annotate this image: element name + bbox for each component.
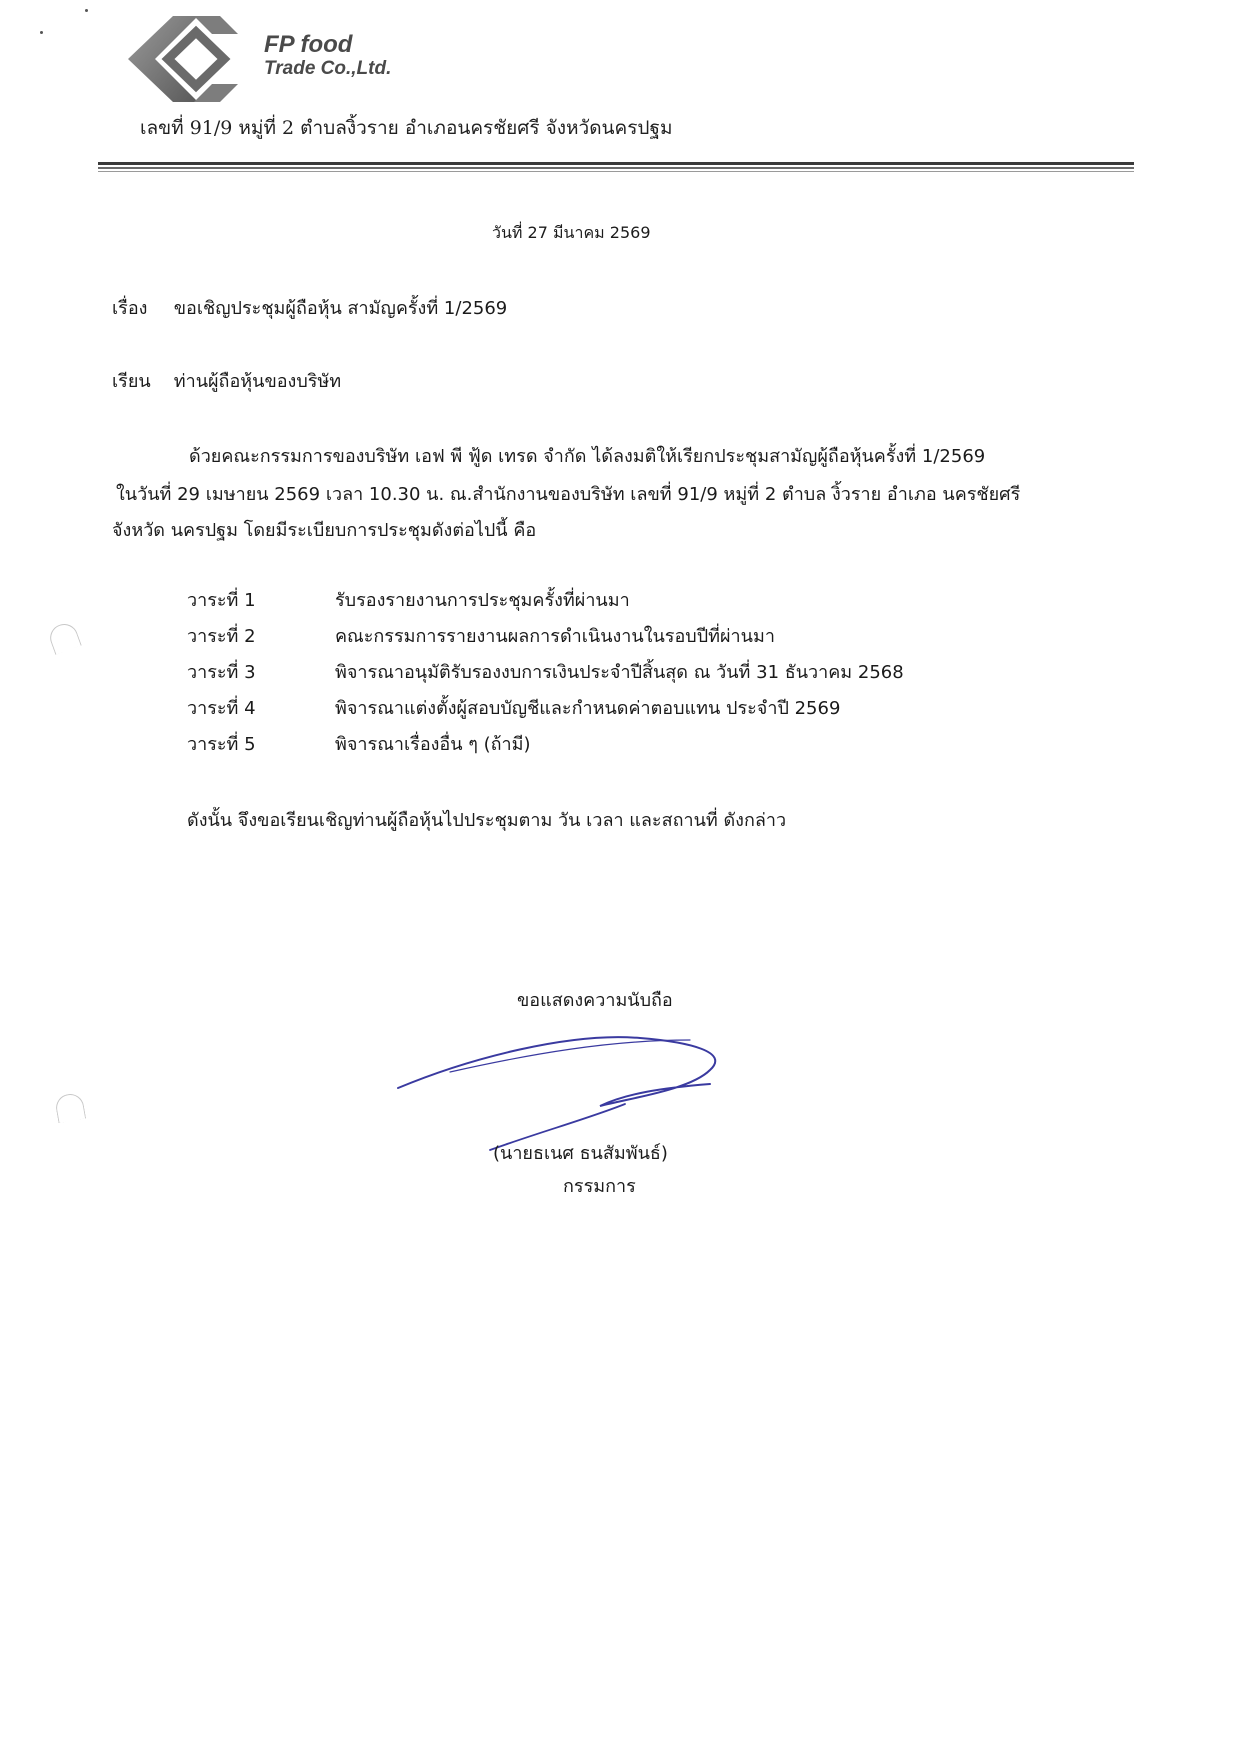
- agenda-number: วาระที่ 3: [187, 662, 256, 683]
- agenda-description: รับรองรายงานการประชุมครั้งที่ผ่านมา: [335, 590, 630, 611]
- signer-name: (นายธเนศ ธนสัมพันธ์): [493, 1143, 668, 1164]
- salutation-text: ท่านผู้ถือหุ้นของบริษัท: [173, 371, 342, 392]
- agenda-description: พิจารณาเรื่องอื่น ๆ (ถ้ามี): [335, 734, 531, 755]
- agenda-number: วาระที่ 1: [187, 590, 256, 611]
- signer-title: กรรมการ: [563, 1176, 636, 1197]
- letter-subject: [112, 293, 507, 322]
- agenda-description: พิจารณาอนุมัติรับรองงบการเงินประจำปีสิ้นสุด ณ วันที่ 31 ธันวาคม 2568: [335, 662, 904, 683]
- logo-text-line2: Trade Co.,Ltd.: [264, 58, 392, 79]
- logo-text-line1: FP food: [264, 31, 353, 58]
- agenda-number: วาระที่ 5: [187, 734, 256, 755]
- letter-salutation: [112, 366, 341, 395]
- logo-mark-core: [183, 46, 209, 72]
- company-address: เลขที่ 91/9 หมู่ที่ 2 ตำบลงิ้วราย อำเภอนครชัยศรี จังหวัดนครปฐม: [140, 117, 673, 139]
- body-paragraph-line: ด้วยคณะกรรมการของบริษัท เอฟ พี ฟู้ด เทรด จำกัด ได้ลงมติให้เรียกประชุมสามัญผู้ถือหุ้นครั้งที่ 1/2569: [189, 446, 986, 467]
- header-rule: [98, 167, 1134, 169]
- letter-date: วันที่ 27 มีนาคม 2569: [492, 223, 651, 242]
- punch-hole-mark: [54, 1092, 86, 1123]
- agenda-description: พิจารณาแต่งตั้งผู้สอบบัญชีและกำหนดค่าตอบแทน ประจำปี 2569: [335, 698, 841, 719]
- scan-speck: [85, 9, 88, 12]
- body-paragraph-line: จังหวัด นครปฐม โดยมีระเบียบการประชุมดังต่อไปนี้ คือ: [112, 520, 537, 541]
- closing-paragraph: ดังนั้น จึงขอเรียนเชิญท่านผู้ถือหุ้นไปประชุมตาม วัน เวลา และสถานที่ ดังกล่าว: [187, 810, 787, 831]
- subject-label: เรื่อง: [112, 298, 148, 319]
- scan-speck: [40, 31, 43, 34]
- punch-hole-mark: [46, 620, 82, 655]
- company-logo: [128, 14, 468, 104]
- subject-text: ขอเชิญประชุมผู้ถือหุ้น สามัญครั้งที่ 1/2569: [173, 298, 508, 319]
- salutation-label: เรียน: [112, 371, 151, 392]
- agenda-description: คณะกรรมการรายงานผลการดำเนินงานในรอบปีที่ผ่านมา: [335, 626, 775, 647]
- agenda-number: วาระที่ 2: [187, 626, 256, 647]
- header-rule: [98, 162, 1134, 165]
- complimentary-close: ขอแสดงความนับถือ: [517, 990, 673, 1011]
- agenda-number: วาระที่ 4: [187, 698, 256, 719]
- body-paragraph-line: ในวันที่ 29 เมษายน 2569 เวลา 10.30 น. ณ.สำนักงานของบริษัท เลขที่ 91/9 หมู่ที่ 2 ตำบล งิ้วราย อำเภอ นครชัยศรี: [116, 484, 1021, 505]
- header-rule: [98, 171, 1134, 172]
